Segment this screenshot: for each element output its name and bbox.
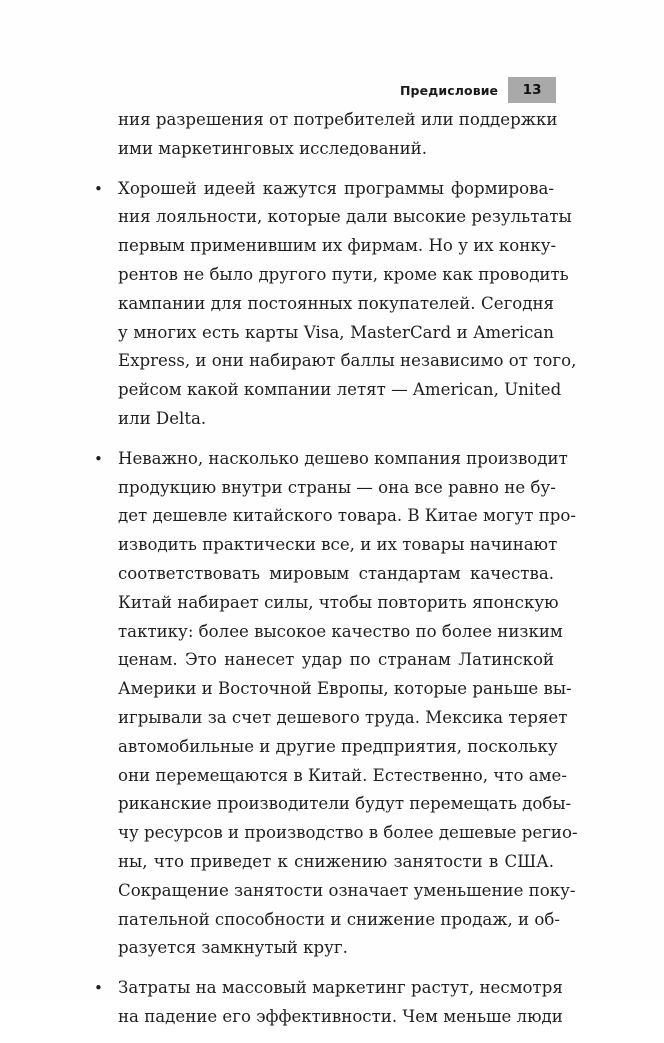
text-line: или Delta.: [118, 408, 207, 428]
text-line: изводить практически все, и их товары начинают: [118, 535, 558, 555]
bullet-paragraph: [92, 974, 563, 1032]
section-title: Предисловие: [400, 82, 499, 98]
text-line: Затраты на массовый маркетинг растут, несмотря: [118, 978, 563, 998]
text-line: Express, и они набирают баллы независимо от того,: [118, 351, 577, 371]
text-line: рейсом какой компании летят — American, United: [118, 380, 562, 400]
text-line: ния лояльности, которые дали высокие результаты: [118, 207, 572, 227]
text-line: автомобильные и другие предприятия, поскольку: [118, 736, 558, 756]
text-line: рентов не было другого пути, кроме как проводить: [118, 264, 569, 284]
text-line: Америки и Восточной Европы, которые раньше вы-: [118, 679, 572, 699]
bullet-icon: •: [94, 979, 103, 998]
text-line: ны, что приведет к снижению занятости в США.: [118, 851, 554, 871]
text-line: чу ресурсов и производство в более дешевые регио-: [118, 823, 578, 843]
body-text: [92, 106, 578, 1043]
text-line: риканские производители будут перемещать добы-: [118, 794, 572, 814]
text-line: первым применившим их фирмам. Но у их конку-: [118, 236, 557, 256]
text-line: они перемещаются в Китай. Естественно, что аме-: [118, 765, 567, 785]
text-line: дет дешевле китайского товара. В Китае могут про-: [118, 506, 577, 526]
text-line: Китай набирает силы, чтобы повторить японскую: [118, 592, 559, 612]
text-line: игрывали за счет дешевого труда. Мексика теряет: [118, 707, 568, 727]
text-line: Сокращение занятости означает уменьшение поку-: [118, 880, 576, 900]
text-line: у многих есть карты Visa, MasterCard и American: [118, 322, 554, 342]
bullet-paragraph: [92, 445, 578, 963]
bullet-icon: •: [94, 449, 103, 468]
text-line: ния разрешения от потребителей или поддержки: [118, 110, 558, 129]
text-line: на падение его эффективности. Чем меньше люди: [118, 1006, 563, 1026]
bullet-icon: •: [94, 179, 103, 198]
text-line: Хорошей идеей кажутся программы формирова-: [118, 178, 554, 198]
text-line: Неважно, насколько дешево компания производит: [118, 448, 568, 468]
text-line: пательной способности и снижение продаж, и об-: [118, 909, 560, 929]
page-number-badge: 13: [508, 77, 556, 103]
text-line: ими маркетинговых исследований.: [118, 138, 427, 158]
text-line: кампании для постоянных покупателей. Сегодня: [118, 293, 554, 313]
running-header: [400, 77, 556, 103]
text-line: соответствовать мировым стандартам качества.: [118, 563, 554, 583]
text-line: продукцию внутри страны — она все равно не бу-: [118, 477, 556, 497]
continued-paragraph: [92, 106, 558, 164]
text-line: ценам. Это нанесет удар по странам Латинской: [118, 650, 554, 670]
text-line: разуется замкнутый круг.: [118, 938, 348, 958]
text-line: тактику: более высокое качество по более низким: [118, 621, 563, 641]
bullet-paragraph: [92, 175, 577, 434]
